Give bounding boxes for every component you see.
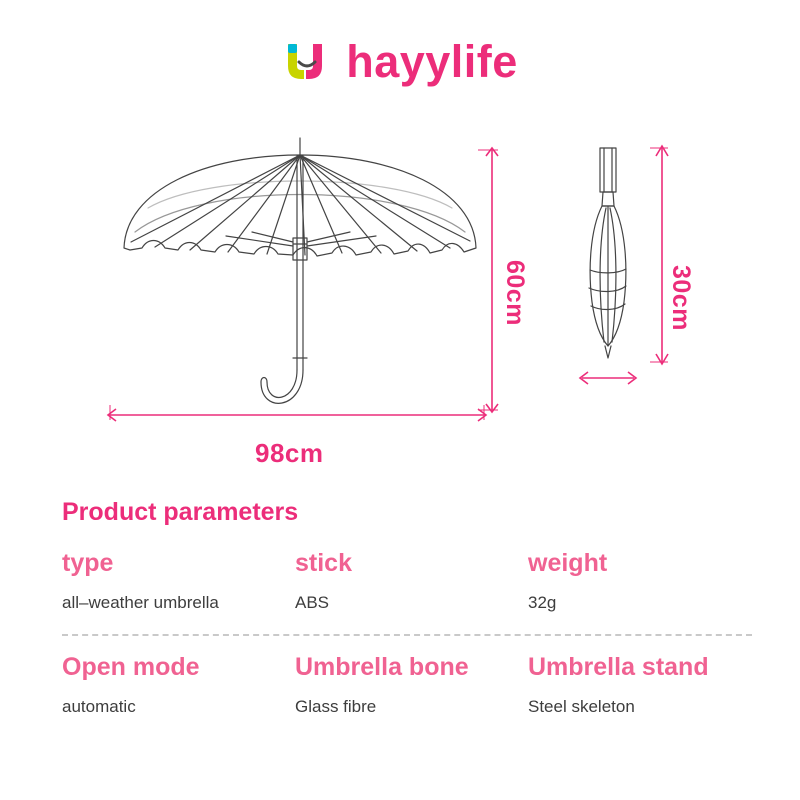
parameter-label: stick	[295, 549, 352, 577]
brand-header	[0, 30, 800, 92]
parameters-title: Product parameters	[62, 498, 299, 526]
dimension-label-open-height: 60cm	[501, 260, 529, 326]
parameter-cell-umbrella-stand	[528, 650, 761, 722]
parameter-row	[62, 650, 762, 722]
product-dimension-diagram	[0, 120, 800, 480]
parameter-value: ABS	[295, 593, 330, 612]
dimension-label-folded-height: 30cm	[667, 265, 695, 331]
parameter-value: Steel skeleton	[528, 697, 635, 716]
parameter-cell-stick	[295, 546, 528, 618]
parameter-label: Umbrella bone	[295, 653, 469, 681]
hayylife-logo-icon	[282, 36, 332, 86]
parameter-cell-type	[62, 546, 295, 618]
parameter-row	[62, 546, 762, 618]
parameter-cell-weight	[528, 546, 761, 618]
parameter-cell-open-mode	[62, 650, 295, 722]
parameter-value: 32g	[528, 593, 557, 612]
dimension-label-open-width: 98cm	[255, 438, 324, 468]
parameter-label: type	[62, 549, 114, 577]
parameter-value: all–weather umbrella	[62, 593, 219, 612]
parameter-label: weight	[528, 549, 608, 577]
parameter-cell-umbrella-bone	[295, 650, 528, 722]
parameter-label: Open mode	[62, 653, 200, 681]
brand-name: hayylife	[346, 35, 518, 87]
parameter-value: automatic	[62, 697, 136, 716]
parameter-label: Umbrella stand	[528, 653, 709, 681]
parameter-value: Glass fibre	[295, 697, 377, 716]
parameters-divider	[62, 634, 752, 636]
parameters-grid	[62, 546, 762, 722]
